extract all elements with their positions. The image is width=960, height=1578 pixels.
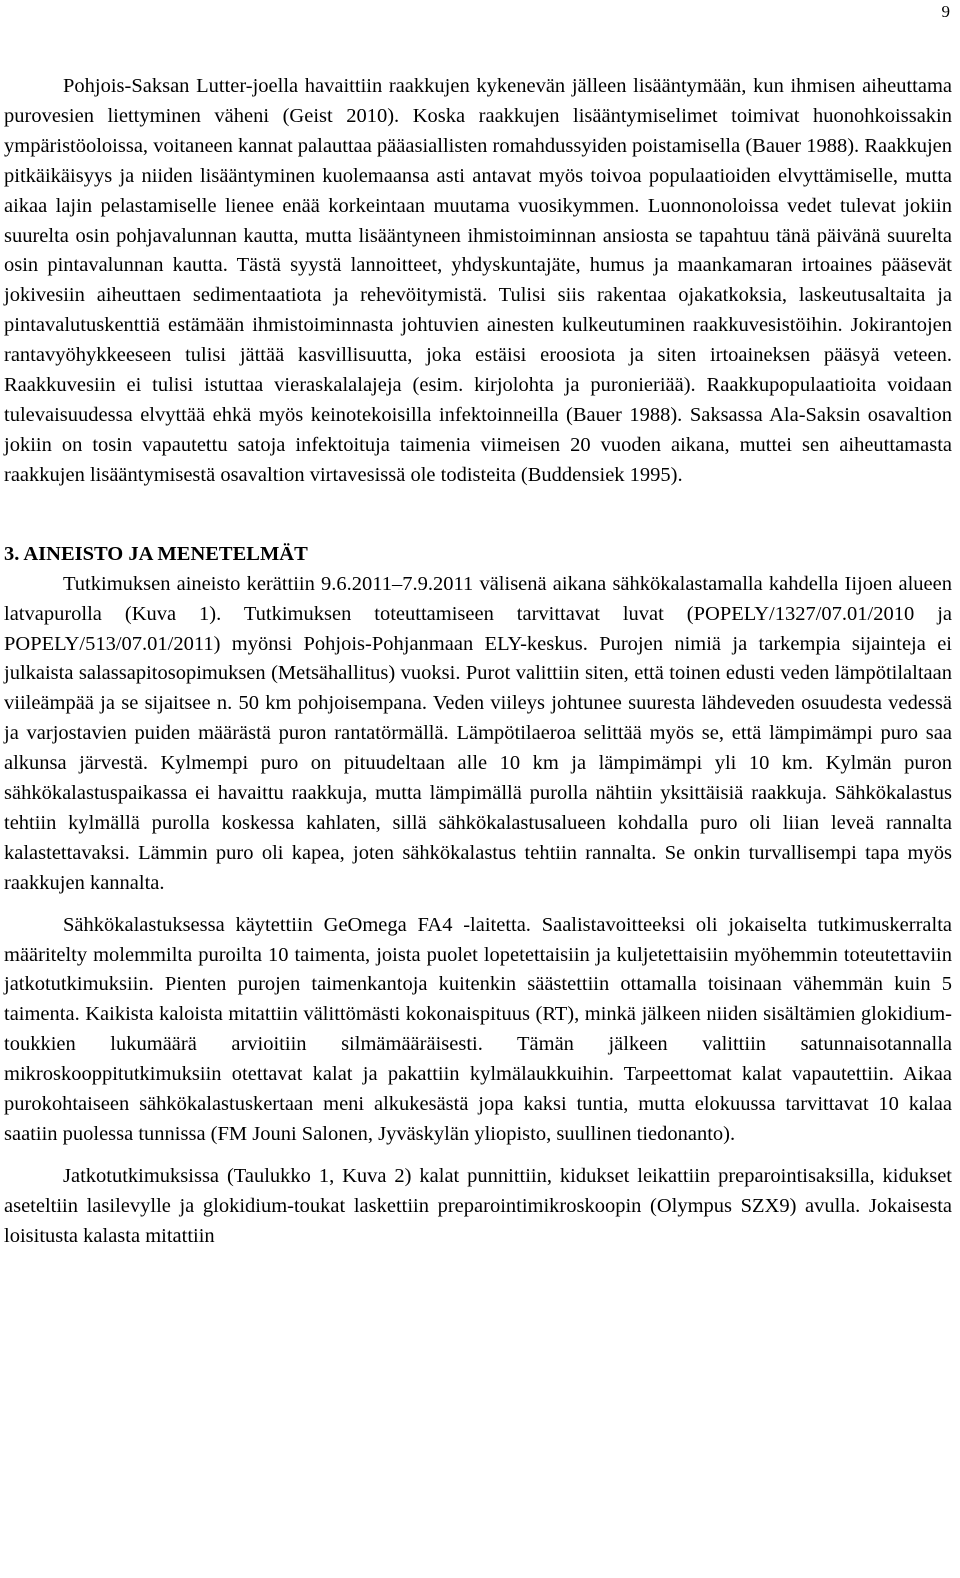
paragraph-raakku-conservation: Pohjois-Saksan Lutter-joella havaittiin raakkujen kykenevän jälleen lisääntymään, kun ihmisen aiheuttama purovesien liettyminen väheni (Geist 2010). Koska raakkujen lisääntymiselimet toimivat huonohkoissakin ympäristöoloissa, voitaneen kannat palauttaa pääasiallisten romahdussyiden poistamisella (Bauer 1988). Raakkujen pitkäikäisyys ja niiden lisääntyminen kuolemaansa asti antavat myös toivoa populaatioiden elvyttämiselle, mutta aikaa lajin pelastamiselle lienee enää korkeintaan muutama vuosikymmen. Luonnonoloissa vedet tulevat jokiin suurelta osin pohjavalunnan kautta, mutta lisääntyneen ihmistoiminnan ansiosta se tapahtuu tänä päivänä suurelta osin pintavalunnan kautta. Tästä syystä lannoitteet, yhdyskuntajäte, humus ja maankamaran irtoaines pääsevät jokivesiin aiheuttaen sedimentaatiota ja rehevöitymistä. Tulisi siis rakentaa ojakatkoksia, laskeutusaltaita ja pintavalutuskenttiä estämään ihmistoiminnasta johtuvien ainesten kulkeutuminen raakkuvesistöihin. Jokirantojen rantavyöhykkeeseen tulisi jättää kasvillisuutta, joka estäisi eroosiota ja siten irtoaineksen pääsyä veteen. Raakkuvesiin ei tulisi istuttaa vieraskalalajeja (esim. kirjolohta ja puronieriää). Raakkupopulaatioita voidaan tulevaisuudessa elvyttää ehkä myös keinotekoisilla infektoinneilla (Bauer 1988). Saksassa Ala-Saksin osavaltion jokiin on tosin vapautettu satoja infektoituja taimenia viimeisen 20 vuoden aikana, muttei sen aiheuttamasta raakkujen lisääntymisestä osavaltion virtavesissä ole todisteita (Buddensiek 1995).: [4, 75, 952, 486]
section-spacer: [4, 491, 952, 539]
paragraph-spacer: [4, 899, 952, 911]
paragraph-electrofishing-method: Sähkökalastuksessa käytettiin GeOmega FA4 -laitetta. Saalistavoitteeksi oli jokaiselta tutkimuskerralta määritelty molemmilta puroilta 10 taimenta, joista puolet lopetettaisiin ja kuljetettaisiin myöhemmin toteutettaviin jatkotutkimuksiin. Pienten purojen taimenkantoja kuitenkin säästettiin ottamalla toisinaan vähemmän kuin 5 taimenta. Kaikista kaloista mitattiin välittömästi kokonaispituus (RT), minkä jälkeen niiden sisältämien glokidium-toukkien lukumäärä arvioitiin silmämääräisesti. Tämän jälkeen valittiin satunnaisotannalla mikroskooppitutkimuksiin otettavat kalat ja pakattiin kylmälaukkuihin. Tarpeettomat kalat vapautettiin. Aikaa purokohtaiseen sähkökalastuskertaan meni alkukesästä jopa kaksi tuntia, mutta elokuussa tarvittavat 10 kalaa saatiin puolessa tunnissa (FM Jouni Salonen, Jyväskylän yliopisto, suullinen tiedonanto).: [4, 913, 952, 1145]
paragraph-spacer: [4, 1150, 952, 1162]
paragraph-material-collection: Tutkimuksen aineisto kerättiin 9.6.2011–7.9.2011 välisenä aikana sähkökalastamalla kahdella Iijoen alueen latvapurolla (Kuva 1). Tutkimuksen toteuttamiseen tarvittavat luvat (POPELY/1327/07.01/2010 ja POPELY/513/07.01/2011) myönsi Pohjois-Pohjanmaan ELY-keskus. Purojen nimiä ja tarkempia sijainteja ei julkaista salassapitosopimuksen (Metsähallitus) vuoksi. Purot valittiin siten, että toinen edusti veden lämpötilaltaan viileämpää ja se sijaitsee n. 50 km pohjoisempana. Veden viileys johtunee suuresta lähdeveden osuudesta vedessä ja varjostavien puiden määrästä puron rantatörmällä. Lämpötilaeroa selittää myös se, että lämpimämpi puro saa alkunsa järvestä. Kylmempi puro on pituudeltaan alle 10 km ja lämpimämpi yli 10 km. Kylmän puron sähkökalastuspaikassa ei havaittu raakkuja, mutta lämpimällä purolla nähtiin yksittäisiä raakkuja. Sähkökalastus tehtiin kylmällä purolla koskessa kahlaten, sillä sähkökalastusalueen kohdalla puro oli liian leveä rannalta kalastettavaksi. Lämmin puro oli kapea, joten sähkökalastus tehtiin rannalta. Se onkin turvallisempi tapa myös raakkujen kannalta.: [4, 572, 952, 894]
paragraph-further-studies: Jatkotutkimuksissa (Taulukko 1, Kuva 2) kalat punnittiin, kidukset leikattiin preparointisaksilla, kidukset aseteltiin lasilevylle ja glokidium-toukat laskettiin preparointimikroskoopin (Olympus SZX9) avulla. Jokaisesta loisitusta kalasta mitattiin: [4, 1164, 952, 1247]
page-number: 9: [941, 2, 950, 21]
document-body: [4, 72, 952, 1252]
section-heading: 3. AINEISTO JA MENETELMÄT: [4, 542, 308, 565]
